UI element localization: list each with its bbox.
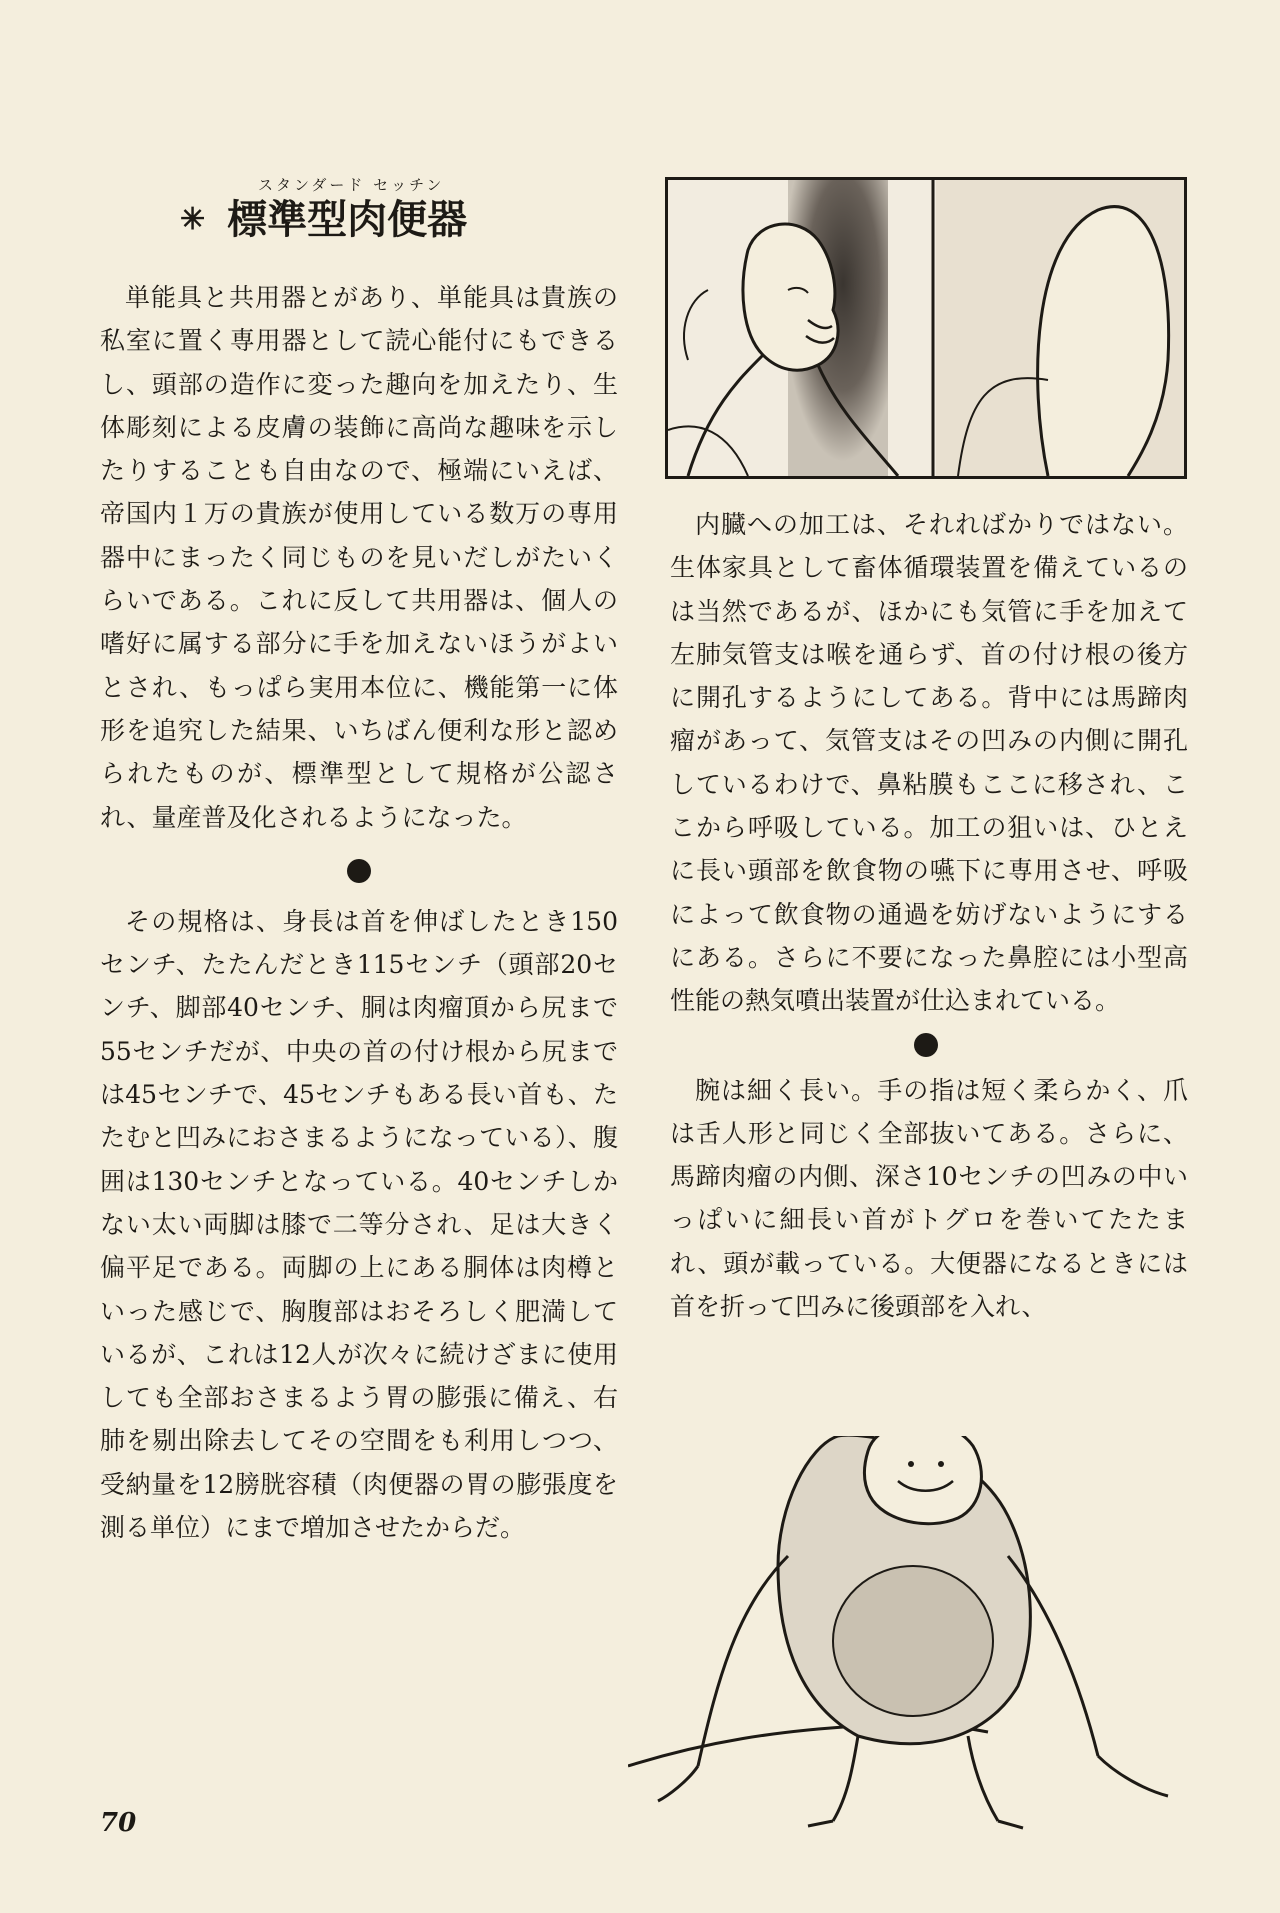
- section-heading: [180, 175, 560, 245]
- heading-title: 標準型肉便器: [227, 196, 468, 243]
- page-number: 70: [100, 1808, 137, 1838]
- creature-illustration: [628, 1436, 1188, 1836]
- paragraph: 腕は細く長い。手の指は短く柔らかく、爪は舌人形と同じく全部抜いてある。さらに、馬蹄肉瘤の内側、深さ10センチの凹みの中いっぱいに細長い首がトグロを巻いてたたまれ、頭が載っている。大便器になるときには首を折って凹みに後頭部を入れ、: [670, 1075, 1188, 1322]
- illustration-creature: [628, 1436, 1188, 1836]
- illustration-head-and-buttocks: [665, 177, 1187, 479]
- paragraph: 内臓への加工は、それればかりではない。生体家具として畜体循環装置を備えているのは当然であるが、ほかにも気管に手を加えて左肺気管支は喉を通らず、首の付け根の後方に開孔するようにしてある。背中には馬蹄肉瘤があって、気管支はその凹みの内側に開孔しているわけで、鼻粘膜もここに移され、ここから呼吸している。加工の狙いは、ひとえに長い頭部を飲食物の嚥下に専用させ、呼吸によって飲食物の通過を妨げないようにするにある。さらに不要になった鼻腔には小型高性能の熱気噴出装置が仕込まれている。: [670, 510, 1188, 1016]
- bullet-separator-icon: [914, 1033, 938, 1057]
- bullet-separator-icon: [347, 859, 371, 883]
- paragraph: その規格は、身長は首を伸ばしたとき150センチ、たたんだとき115センチ（頭部20センチ、脚部40センチ、胴は肉瘤頂から尻まで55センチだが、中央の首の付け根から尻までは45センチで、45センチもある長い首も、たたむと凹みにおさまるようになっている）、腹囲は130センチとなっている。40センチしかない太い両脚は膝で二等分され、足は大きく偏平足である。両脚の上にある胴体は肉樽といった感じで、胸腹部はおそろしく肥満しているが、これは12人が次々に続けざまに使用しても全部おさまるよう胃の膨張に備え、右肺を剔出除去してその空間をも利用しつつ、受納量を12膀胱容積（肉便器の胃の膨張度を測る単位）にまで増加させたからだ。: [100, 906, 618, 1543]
- head-illustration: [668, 180, 1184, 476]
- left-column: [100, 276, 618, 1549]
- paragraph: 単能具と共用器とがあり、単能具は貴族の私室に置く専用器として読心能付にもできるし、頭部の造作に変った趣向を加えたり、生体彫刻による皮膚の装飾に高尚な趣味を示したりすることも自由なので、極端にいえば、帝国内１万の貴族が使用している数万の専用器中にまったく同じものを見いだしがたいくらいである。これに反して共用器は、個人の嗜好に属する部分に手を加えないほうがよいとされ、もっぱら実用本位に、機能第一に体形を追究した結果、いちばん便利な形と認められたものが、標準型として規格が公認され、量産普及化されるようになった。: [100, 283, 618, 832]
- heading-ruby: スタンダード セッチン: [258, 176, 445, 194]
- right-column: [670, 503, 1188, 1328]
- asterisk-icon: ✳: [180, 202, 206, 237]
